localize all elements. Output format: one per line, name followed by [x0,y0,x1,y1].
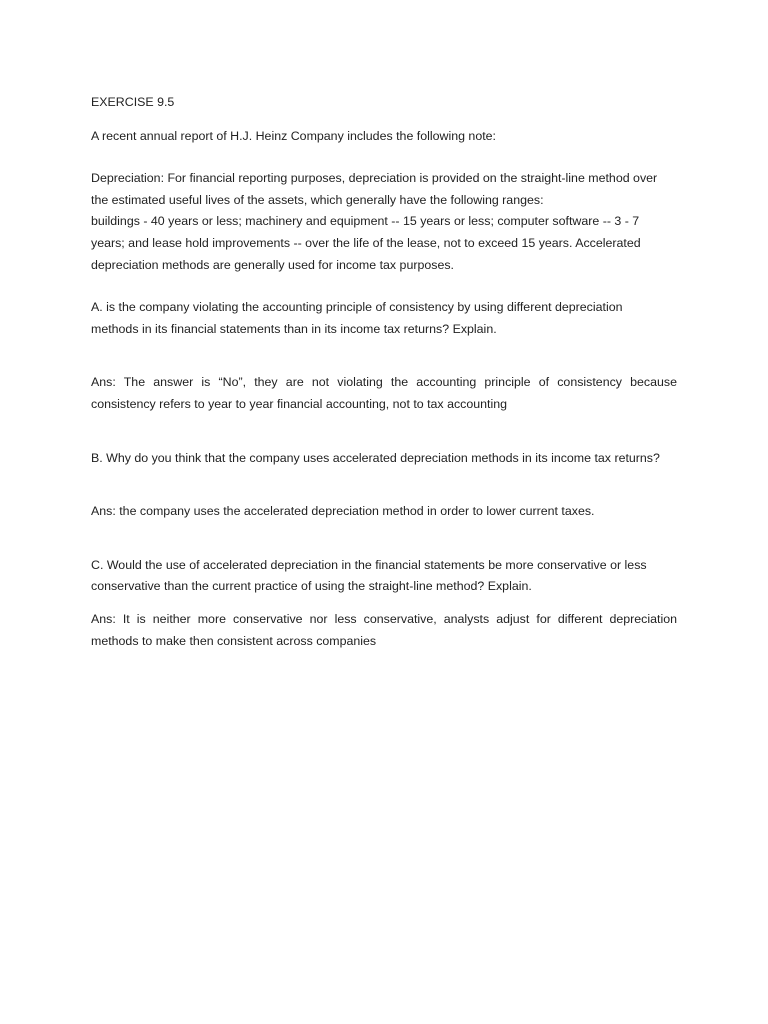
depreciation-note [91,168,677,276]
answer-c: Ans: It is neither more conservative nor less conservative, analysts adjust for different depreciation methods to make then consistent across companies [91,611,677,648]
question-c [91,555,677,598]
question-line: A. is the company violating the accounting principle of consistency by using different depreciation [91,300,623,315]
note-line: depreciation methods are generally used for income tax purposes. [91,257,454,272]
answer-a: Ans: The answer is “No”, they are not violating the accounting principle of consistency because consistency refers to year to year financial accounting, not to tax accounting [91,375,677,411]
answer-b: Ans: the company uses the accelerated depreciation method in order to lower current taxes. [91,504,595,519]
question-a [91,297,677,340]
question-line: C. Would the use of accelerated depreciation in the financial statements be more conservative or less [91,557,647,572]
note-line: buildings - 40 years or less; machinery and equipment -- 15 years or less; computer software -- 3 - 7 [91,214,640,229]
exercise-title: EXERCISE 9.5 [91,95,175,109]
note-line: years; and lease hold improvements -- over the life of the lease, not to exceed 15 years. Accelerated [91,235,641,250]
note-line: the estimated useful lives of the assets, which generally have the following ranges: [91,192,544,207]
intro-text: A recent annual report of H.J. Heinz Company includes the following note: [91,128,496,143]
document-page [91,92,677,652]
question-line: conservative than the current practice of using the straight-line method? Explain. [91,579,532,594]
note-line: Depreciation: For financial reporting purposes, depreciation is provided on the straight-line method over [91,171,658,186]
question-line: methods in its financial statements than in its income tax returns? Explain. [91,321,497,336]
question-b: B. Why do you think that the company uses accelerated depreciation methods in its income tax returns? [91,450,660,465]
